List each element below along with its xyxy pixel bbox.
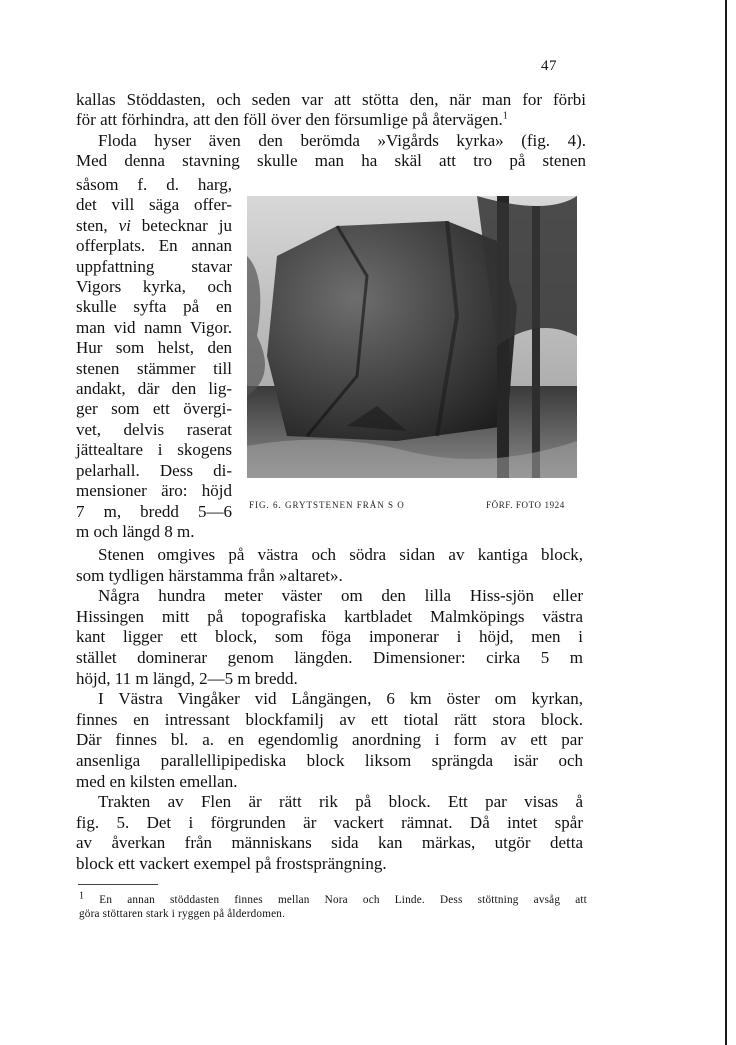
- text-line: Stenen omgives på västra och södra sidan av kantiga block,: [98, 545, 583, 564]
- text-line: ger som ett övergi-: [76, 399, 232, 419]
- text-line: Vigors kyrka, och: [76, 277, 232, 297]
- text-line: mensioner äro: höjd: [76, 481, 232, 501]
- text-line: Några hundra meter väster om den lilla Hiss-sjön eller: [98, 586, 583, 606]
- narrow-column-text: [76, 175, 232, 542]
- page-edge-line: [725, 0, 727, 1045]
- text-line: kallas Stöddasten, och seden var att stötta den, när man for förbi: [76, 90, 586, 109]
- text-line: höjd, 11 m längd, 2—5 m bredd.: [76, 668, 298, 688]
- text-line: sten, vi betecknar ju: [76, 215, 232, 235]
- text-line: offerplats. En annan: [76, 236, 232, 256]
- text-line: skulle syfta på en: [76, 297, 232, 317]
- text-line: finnes en intressant blockfamilj av ett tiotal rätt stora block.: [76, 709, 583, 729]
- text-line: kant ligger ett block, som föga imponerar i höjd, men i: [76, 627, 583, 647]
- footnote-marker: 1: [79, 890, 85, 902]
- text-line: ansenliga parallellipipediska block liksom sprängda isär och: [76, 750, 583, 770]
- text-line: uppfattning stavar: [76, 256, 232, 276]
- text-line: 7 m, bredd 5—6: [76, 501, 232, 521]
- text-line: pelarhall. Dess di-: [76, 460, 232, 480]
- text-line: stenen stämmer till: [76, 358, 232, 378]
- text-line: andakt, där den lig-: [76, 379, 232, 399]
- text-line: för att förhindra, att den föll över den försumlige på återvägen.$^1$: [76, 110, 508, 130]
- text-line: Hur som helst, den: [76, 338, 232, 358]
- footnote-line: göra stöttaren stark i ryggen på ålderdomen.: [79, 908, 286, 920]
- text-line: jättealtare i skogens: [76, 440, 232, 460]
- text-line: såsom f. d. harg,: [76, 175, 232, 194]
- text-line: med en kilsten emellan.: [76, 771, 238, 791]
- photo-credit: FÖRF. FOTO 1924: [486, 500, 565, 510]
- text-line: m och längd 8 m.: [76, 521, 195, 541]
- figure-photo-grytstenen: [247, 196, 577, 478]
- page-number: 47: [541, 58, 557, 74]
- footnote: [79, 890, 587, 921]
- footnote-line: $^1$ En annan stöddasten finnes mellan Nora och Linde. Dess stöttning avsåg att: [79, 890, 587, 906]
- text-line: block ett vackert exempel på frostsprängning.: [76, 853, 387, 873]
- text-line: stället dominerar genom längden. Dimensioner: cirka 5 m: [76, 647, 583, 667]
- text-line: Där finnes bl. a. en egendomlig anordning i form av ett par: [76, 730, 583, 750]
- footnote-divider: [78, 884, 158, 885]
- text-line: det vill säga offer-: [76, 195, 232, 215]
- text-line: man vid namn Vigor.: [76, 317, 232, 337]
- text-line: Floda hyser även den berömda »Vigårds kyrka» (fig. 4).: [98, 130, 586, 150]
- text-line: Trakten av Flen är rätt rik på block. Ett par visas å: [98, 792, 583, 812]
- text-line: Hissingen mitt på topografiska kartbladet Malmköpings västra: [76, 606, 583, 626]
- text-line: av åverkan från människans sida kan märkas, utgör detta: [76, 833, 583, 853]
- text-line: Med denna stavning skulle man ha skäl att tro på stenen: [76, 151, 586, 171]
- text-line: I Västra Vingåker vid Långängen, 6 km öster om kyrkan,: [98, 689, 583, 709]
- figure-caption: FIG. 6. GRYTSTENEN FRÅN S O: [249, 500, 405, 510]
- text-line: vet, delvis raserat: [76, 419, 232, 439]
- intro-paragraph: [76, 90, 586, 172]
- italic-vi: vi: [118, 215, 131, 235]
- text-line: som tydligen härstamma från »altaret».: [76, 565, 343, 585]
- footnote-ref: 1: [502, 110, 508, 122]
- text-line: fig. 5. Det i förgrunden är vackert rämnat. Då intet spår: [76, 812, 583, 832]
- main-paragraphs: [76, 545, 583, 875]
